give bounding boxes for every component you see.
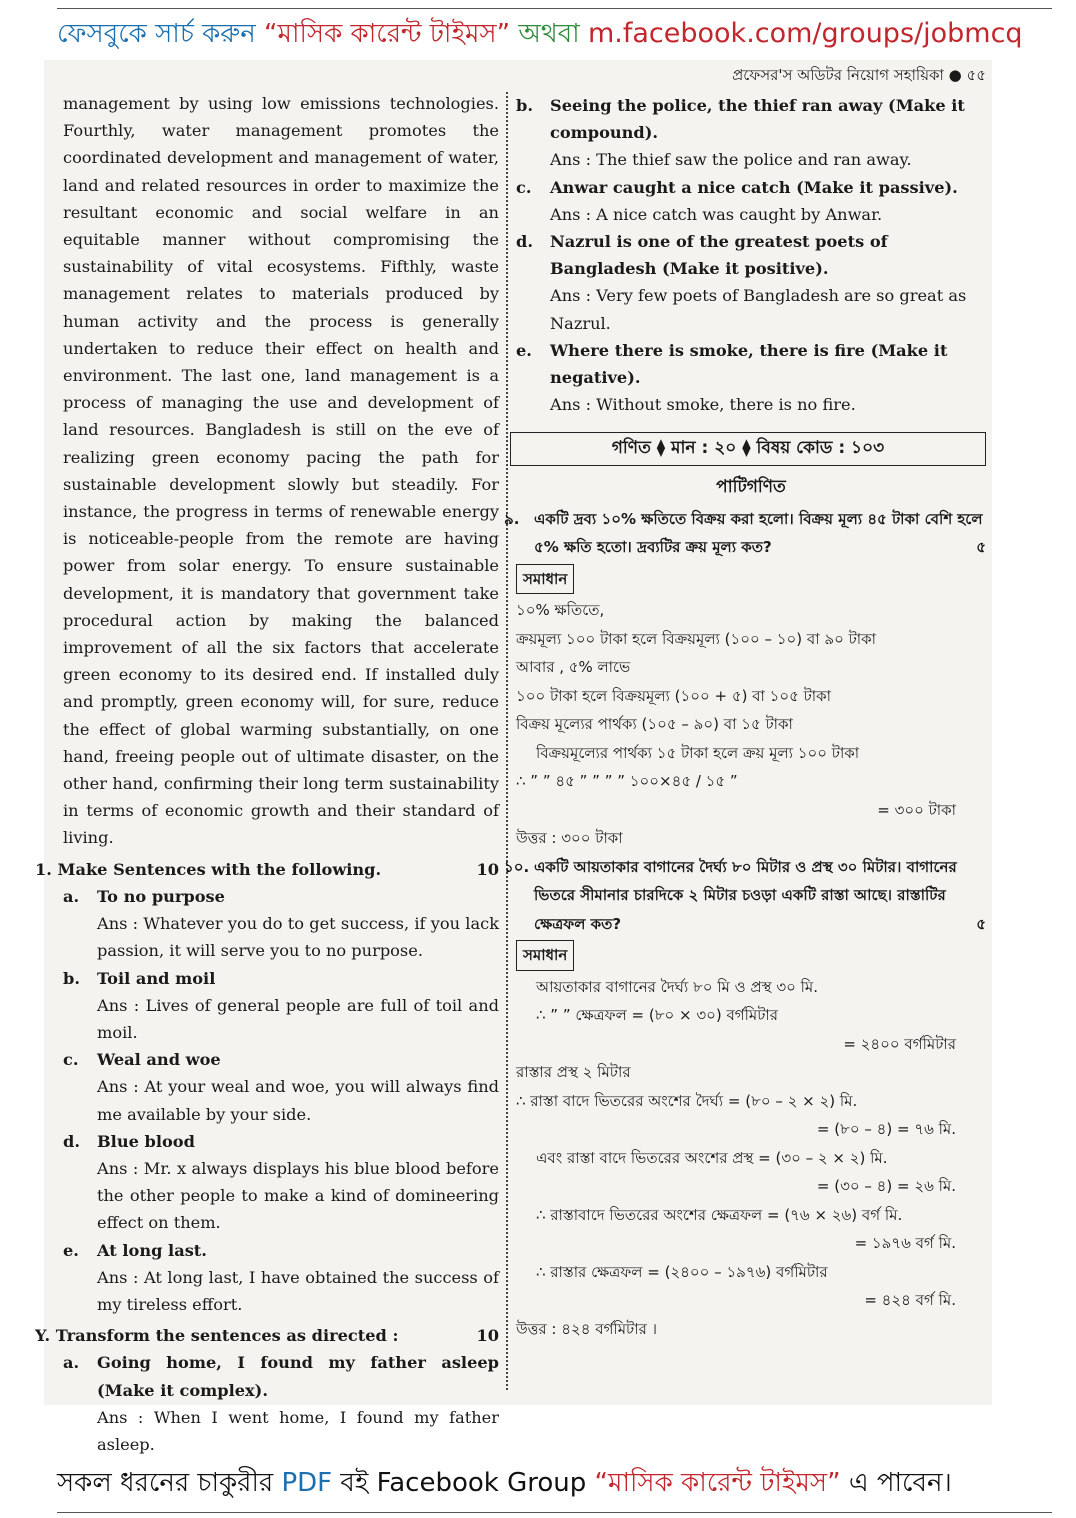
top-banner xyxy=(57,16,1052,52)
solution-line: আবার , ৫% লাভে xyxy=(516,658,631,677)
answer-text: Ans : At your weal and woe, you will always find me available by your side. xyxy=(97,1077,499,1124)
answer-text: Ans : Very few poets of Bangladesh are so great as Nazrul. xyxy=(550,286,967,333)
footer-banner xyxy=(57,1462,1052,1506)
solution-line: ১০% ক্ষতিতে, xyxy=(516,601,605,620)
answer-text: Ans : When I went home, I found my father asleep. xyxy=(97,1407,499,1454)
question-9 xyxy=(504,505,986,853)
footer-text: সকল ধরনের চাকুরীর xyxy=(57,1468,274,1498)
list-item: b. Seeing the police, the thief ran away (Make it compound). xyxy=(516,96,965,143)
answer-line: উত্তর : ৪২৪ বর্গমিটার । xyxy=(516,1319,657,1338)
question-text: একটি আয়তাকার বাগানের দৈর্ঘ্য ৮০ মিটার ও প্রস্থ ৩০ মিটার। বাগানের ভিতরে সীমানার চারদিকে ২ মিটার চওড়া একটি রাস্তা আছে। রাস্তাটির ক্ষেত্রফল কত? xyxy=(534,857,957,933)
answer-line: উত্তর : ৩০০ টাকা xyxy=(516,829,623,848)
top-rule xyxy=(57,8,1052,9)
right-column xyxy=(504,92,986,1343)
question-title: Make Sentences with the following. xyxy=(57,859,382,879)
banner-or-text: অথবা xyxy=(518,19,580,49)
question-title: Transform the sentences as directed : xyxy=(55,1326,399,1346)
left-column xyxy=(35,90,499,1458)
solution-line: রাস্তার প্রস্থ ২ মিটার xyxy=(516,1063,631,1082)
banner-group-name: “মাসিক কারেন্ট টাইমস” xyxy=(264,19,511,49)
list-item: c. Anwar caught a nice catch (Make it passive). xyxy=(516,177,958,197)
solution-line: = (৮০ – ৪) = ৭৬ মি. xyxy=(816,1120,956,1139)
list-item: a. Going home, I found my father asleep (Make it complex). xyxy=(63,1353,499,1400)
solution-line: = ১৯৭৬ বর্গ মি. xyxy=(854,1234,956,1253)
question-number: Y. xyxy=(35,1326,51,1346)
question-marks: ৫ xyxy=(976,914,986,933)
question-transform xyxy=(35,1322,499,1349)
question-make-sentences xyxy=(35,856,499,883)
solution-line: ∴ ” ” ক্ষেত্রফল = (৮০ × ৩০) বর্গমিটার xyxy=(536,1006,779,1025)
solution-line: = ৩০০ টাকা xyxy=(877,800,956,819)
answer-text: Ans : Lives of general people are full of toil and moil. xyxy=(97,995,499,1042)
column-divider xyxy=(506,92,508,1390)
question-number: ৯. xyxy=(504,509,520,528)
solution-line: আয়তাকার বাগানের দৈর্ঘ্য ৮০ মি ও প্রস্থ ৩০ মি. xyxy=(536,977,819,996)
answer-text: Ans : The thief saw the police and ran away. xyxy=(550,150,912,170)
solution-line: ∴ রাস্তা বাদে ভিতরের অংশের দৈর্ঘ্য = (৮০ – ২ × ২) মি. xyxy=(516,1091,858,1110)
running-head: প্রফেসর'স অডিটর নিয়োগ সহায়িকা ● ৫৫ xyxy=(732,66,986,84)
solution-line: এবং রাস্তা বাদে ভিতরের অংশের প্রস্থ = (৩০ – ২ × ২) মি. xyxy=(536,1148,888,1167)
list-item: c. Weal and woe xyxy=(63,1050,221,1070)
list-item: d. Blue blood xyxy=(63,1131,195,1151)
question-marks: 10 xyxy=(476,859,499,879)
solution-line: ∴ ” ” ৪৫ ” ” ” ” ১০০×৪৫ / ১৫ ” xyxy=(516,772,738,791)
answer-text: Ans : A nice catch was caught by Anwar. xyxy=(550,204,883,224)
question-number: ১০. xyxy=(504,857,530,876)
footer-group-text: বই Facebook Group xyxy=(340,1468,587,1498)
list-item: e. Where there is smoke, there is fire (Make it negative). xyxy=(516,340,948,388)
list-item: a. To no purpose xyxy=(63,886,225,906)
question-text: একটি দ্রব্য ১০% ক্ষতিতে বিক্রয় করা হলো। বিক্রয় মূল্য ৪৫ টাকা বেশি হলে ৫% ক্ষতি হতো। দ্রব্যটির ক্রয় মূল্য কত? xyxy=(534,509,983,557)
footer-pdf: PDF xyxy=(281,1468,333,1498)
footer-end-text: এ পাবেন। xyxy=(848,1468,952,1498)
solution-label: সমাধান xyxy=(516,940,574,971)
solution-line: বিক্রয়মূল্যের পার্থক্য ১৫ টাকা হলে ক্রয় মূল্য ১০০ টাকা xyxy=(536,743,860,762)
solution-line: ১০০ টাকা হলে বিক্রয়মূল্য (১০০ + ৫) বা ১০৫ টাকা xyxy=(516,686,832,705)
footer-group-name: “মাসিক কারেন্ট টাইমস” xyxy=(594,1468,841,1498)
solution-line: বিক্রয় মূল্যের পার্থক্য (১০৫ – ৯০) বা ১৫ টাকা xyxy=(516,715,793,734)
solution-line: = (৩০ – ৪) = ২৬ মি. xyxy=(816,1177,956,1196)
question-marks: 10 xyxy=(476,1326,499,1346)
banner-facebook-link[interactable]: m.facebook.com/groups/jobmcq xyxy=(587,18,1023,49)
list-item: e. At long last. xyxy=(63,1240,207,1260)
answer-text: Ans : At long last, I have obtained the success of my tireless effort. xyxy=(97,1267,499,1314)
answer-text: Ans : Without smoke, there is no fire. xyxy=(550,395,856,415)
answer-text: Ans : Mr. x always displays his blue blood before the other people to make a kind of domineering effect on them. xyxy=(97,1158,499,1233)
solution-line: ক্রয়মূল্য ১০০ টাকা হলে বিক্রয়মূল্য (১০০ – ১০) বা ৯০ টাকা xyxy=(516,629,876,648)
list-item: d. Nazrul is one of the greatest poets of Bangladesh (Make it positive). xyxy=(516,232,888,279)
answer-text: Ans : Whatever you do to get success, if you lack passion, it will serve you to no purpose. xyxy=(97,914,499,961)
solution-line: ∴ রাস্তাবাদে ভিতরের অংশের ক্ষেত্রফল = (৭৬ × ২৬) বর্গ মি. xyxy=(536,1205,903,1224)
essay-text: management by using low emissions technologies. Fourthly, water management promotes the coordinated development and management of water, land and related resources in order to maximize the resultant economic and social welfare in an equitable manner without compromising the sustainability of vital ecosystems. Fifthly, waste management relates to materials produced by human activity and the process is generally undertaken to reduce their effect on health and environment. The last one, land management is a process of managing the use and development of land resources. Bangladesh is still on the eve of realizing green economy pacing the path for sustainable development slowly but steadily. For instance, the progress in terms of renewable energy is noticeable-people from the remote are having power from solar energy. To ensure sustainable development, it is mandatory that government take procedural action by making the balanced improvement of all the six factors that accelerate green economy to its desired end. If installed duly and promptly, green economy will, for sure, reduce the effect of global warming substantially, on one hand, freeing people out of ultimate disaster, on the other hand, confirming their long term sustainability in terms of economic growth and their standard of living. xyxy=(63,94,499,848)
solution-line: = ৪২৪ বর্গ মি. xyxy=(864,1291,956,1310)
question-marks: ৫ xyxy=(976,538,986,557)
question-10 xyxy=(504,853,986,1344)
subject-header: গণিত ⧫ মান : ২০ ⧫ বিষয় কোড : ১০৩ xyxy=(510,432,986,465)
solution-line: = ২৪০০ বর্গমিটার xyxy=(843,1034,956,1053)
question-number: 1. xyxy=(35,859,52,879)
solution-line: ∴ রাস্তার ক্ষেত্রফল = (২৪০০ – ১৯৭৬) বর্গমিটার xyxy=(536,1262,828,1281)
list-item: b. Toil and moil xyxy=(63,968,216,988)
bottom-rule xyxy=(57,1512,1052,1513)
banner-search-text: ফেসবুকে সার্চ করুন xyxy=(57,19,256,49)
section-title: পাটিগণিত xyxy=(716,476,786,497)
solution-label: সমাধান xyxy=(516,564,574,595)
